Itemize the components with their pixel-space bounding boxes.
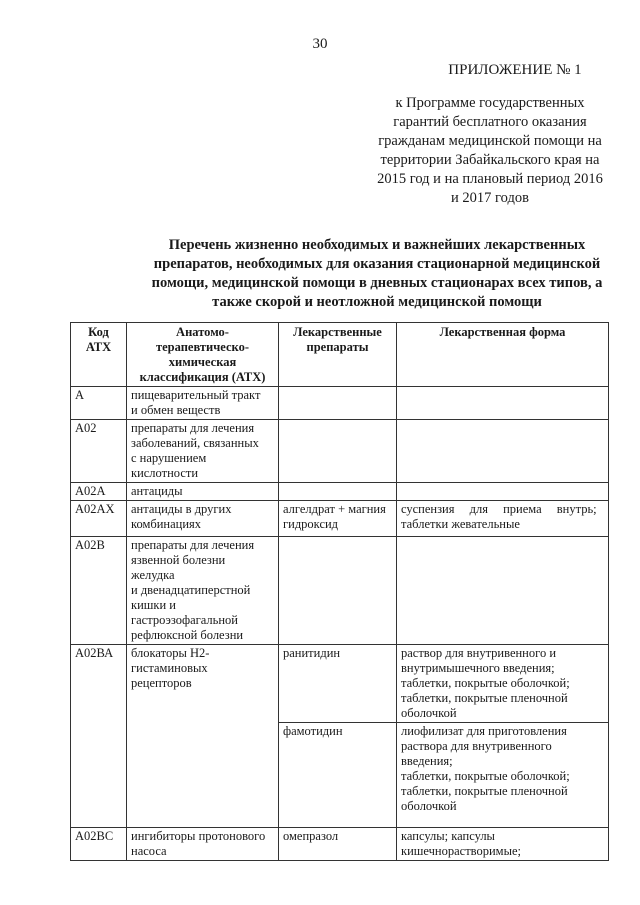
cell-line: препараты для лечения xyxy=(131,538,255,552)
cell-line: таблетки, покрытые пленочной xyxy=(401,691,568,705)
cell-code: А02 xyxy=(71,420,127,483)
cell-form xyxy=(397,723,609,828)
table-row xyxy=(71,420,609,483)
table-row xyxy=(71,828,609,861)
header-text: АТХ xyxy=(85,340,112,354)
cell-class xyxy=(127,645,279,723)
title-line: Перечень жизненно необходимых и важнейших лекарственных xyxy=(168,237,586,253)
cell-class xyxy=(127,501,279,537)
cell-line: кишки и xyxy=(131,598,176,612)
document-title xyxy=(132,236,622,312)
cell-code: А02ВА xyxy=(71,645,127,723)
cell-line: ранитидин xyxy=(283,646,341,660)
appendix-line: и 2017 годов xyxy=(451,190,529,206)
cell-line: внутримышечного введения; xyxy=(401,661,555,675)
cell-drug xyxy=(279,501,397,537)
cell-form xyxy=(397,501,609,537)
cell-code: А02ВС xyxy=(71,828,127,861)
appendix-line: гарантий бесплатного оказания xyxy=(393,114,587,130)
cell-line: фамотидин xyxy=(283,724,343,738)
header-code xyxy=(71,323,127,387)
table-row xyxy=(71,387,609,420)
cell-line: препараты для лечения xyxy=(131,421,255,435)
cell-line: комбинациях xyxy=(131,517,202,531)
cell-form xyxy=(397,420,609,483)
appendix-line: территории Забайкальского края на xyxy=(380,152,600,168)
cell-code: А02В xyxy=(71,537,127,645)
cell-line: таблетки, покрытые оболочкой; xyxy=(401,676,570,690)
cell-code xyxy=(71,723,127,828)
cell-line: кишечнорастворимые; xyxy=(401,844,521,858)
cell-line: язвенной болезни xyxy=(131,553,226,567)
cell-line: кислотности xyxy=(131,466,199,480)
appendix-line: к Программе государственных xyxy=(395,95,585,111)
header-text: препараты xyxy=(306,340,369,354)
header-text: Код xyxy=(88,325,109,339)
cell-line: оболочкой xyxy=(401,799,457,813)
cell-line: суспензия для приема внутрь; xyxy=(401,502,597,516)
cell-line: ингибиторы протонового xyxy=(131,829,266,843)
cell-line: желудка xyxy=(131,568,175,582)
table-row xyxy=(71,483,609,501)
header-text: Лекарственная форма xyxy=(439,325,566,339)
cell-line: таблетки жевательные xyxy=(401,517,520,531)
cell-code: А xyxy=(71,387,127,420)
table-row xyxy=(71,645,609,723)
cell-line: омепразол xyxy=(283,829,339,843)
header-classification xyxy=(127,323,279,387)
cell-class xyxy=(127,420,279,483)
title-line: препаратов, необходимых для оказания стационарной медицинской xyxy=(153,256,601,272)
cell-line: антациды в других xyxy=(131,502,232,516)
header-text: химическая xyxy=(168,355,237,369)
cell-class xyxy=(127,723,279,828)
cell-form xyxy=(397,387,609,420)
cell-line: таблетки, покрытые пленочной xyxy=(401,784,568,798)
cell-line: и двенадцатиперстной xyxy=(131,583,251,597)
cell-line: рецепторов xyxy=(131,676,192,690)
cell-line: гистаминовых xyxy=(131,661,208,675)
cell-form xyxy=(397,828,609,861)
table-row xyxy=(71,723,609,828)
cell-line: раствор для внутривенного и xyxy=(401,646,557,660)
header-text: классификация (АТХ) xyxy=(139,370,266,384)
cell-form xyxy=(397,537,609,645)
page-number: 30 xyxy=(312,36,328,52)
cell-drug xyxy=(279,420,397,483)
appendix-line: 2015 год и на плановый период 2016 xyxy=(377,171,603,187)
cell-line: антациды xyxy=(131,484,183,498)
header-form xyxy=(397,323,609,387)
cell-line: насоса xyxy=(131,844,167,858)
cell-class xyxy=(127,537,279,645)
cell-code: А02А xyxy=(71,483,127,501)
header-text: Лекарственные xyxy=(293,325,382,339)
cell-line: рефлюксной болезни xyxy=(131,628,244,642)
cell-drug xyxy=(279,723,397,828)
table-header-row xyxy=(71,323,609,387)
cell-class xyxy=(127,483,279,501)
cell-line: раствора для внутривенного xyxy=(401,739,552,753)
appendix-subtitle xyxy=(350,94,630,208)
appendix-title: ПРИЛОЖЕНИЕ № 1 xyxy=(448,62,582,78)
cell-drug xyxy=(279,483,397,501)
title-line: помощи, медицинской помощи в дневных стационарах всех типов, а xyxy=(151,275,603,291)
cell-line: пищеварительный тракт xyxy=(131,388,261,402)
cell-line: с нарушением xyxy=(131,451,207,465)
drug-list-table xyxy=(70,322,609,861)
cell-line: лиофилизат для приготовления xyxy=(401,724,567,738)
appendix-line: гражданам медицинской помощи на xyxy=(378,133,602,149)
cell-drug xyxy=(279,537,397,645)
cell-line: заболеваний, связанных xyxy=(131,436,259,450)
title-line: также скорой и неотложной медицинской помощи xyxy=(212,294,542,310)
cell-form xyxy=(397,645,609,723)
cell-drug xyxy=(279,645,397,723)
cell-class xyxy=(127,828,279,861)
cell-line: и обмен веществ xyxy=(131,403,221,417)
cell-line: гастроэзофагальной xyxy=(131,613,238,627)
cell-line: гидроксид xyxy=(283,517,339,531)
cell-line: блокаторы Н2- xyxy=(131,646,210,660)
cell-class xyxy=(127,387,279,420)
header-text: Анатомо- xyxy=(176,325,229,339)
cell-line: алгелдрат + магния xyxy=(283,502,386,516)
cell-form xyxy=(397,483,609,501)
cell-code: А02АХ xyxy=(71,501,127,537)
cell-drug xyxy=(279,828,397,861)
cell-line: капсулы; капсулы xyxy=(401,829,495,843)
cell-drug xyxy=(279,387,397,420)
header-text: терапевтическо- xyxy=(155,340,249,354)
cell-line: оболочкой xyxy=(401,706,457,720)
cell-line: таблетки, покрытые оболочкой; xyxy=(401,769,570,783)
table-row xyxy=(71,537,609,645)
header-drugs xyxy=(279,323,397,387)
cell-line: введения; xyxy=(401,754,453,768)
table-row xyxy=(71,501,609,537)
